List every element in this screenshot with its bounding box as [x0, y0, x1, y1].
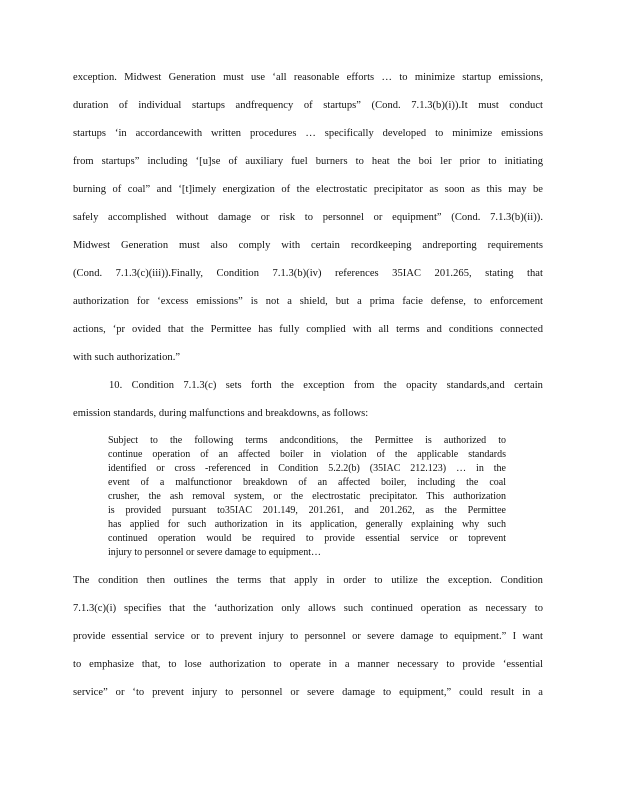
- block-quote-line: injury to personnel or severe damage to equipment…: [108, 547, 321, 558]
- paragraph-1-line: authorization for ‘excess emissions” is not a shield, but a prima facie defense, to enforcement: [73, 296, 543, 307]
- paragraph-1-line: actions, ‘pr ovided that the Permittee has fully complied with all terms and conditions connected: [73, 324, 543, 335]
- paragraph-1-line: duration of individual startups andfrequency of startups” (Cond. 7.1.3(b)(i)).It must conduct: [73, 100, 543, 111]
- paragraph-3-line: The condition then outlines the terms that apply in order to utilize the exception. Condition: [73, 575, 543, 586]
- paragraph-2-line: 10. Condition 7.1.3(c) sets forth the exception from the opacity standards,and certain: [109, 380, 543, 391]
- block-quote-line: crusher, the ash removal system, or the electrostatic precipitator. This authorization: [108, 491, 506, 502]
- paragraph-3-line: 7.1.3(c)(i) specifies that the ‘authorization only allows such continued operation as necessary to: [73, 603, 543, 614]
- paragraph-1-line: startups ‘in accordancewith written procedures … specifically developed to minimize emissions: [73, 128, 543, 139]
- paragraph-1-line: safely accomplished without damage or risk to personnel or equipment” (Cond. 7.1.3(b)(ii)).: [73, 212, 543, 223]
- paragraph-3-line: provide essential service or to prevent injury to personnel or severe damage to equipment.” I want: [73, 631, 543, 642]
- block-quote-line: continue operation of an affected boiler in violation of the applicable standards: [108, 449, 506, 460]
- paragraph-1-line: exception. Midwest Generation must use ‘all reasonable efforts … to minimize startup emissions,: [73, 72, 543, 83]
- paragraph-1-line: (Cond. 7.1.3(c)(iii)).Finally, Condition 7.1.3(b)(iv) references 35IAC 201.265, stating that: [73, 268, 543, 279]
- block-quote-line: continued operation would be required to provide essential service or toprevent: [108, 533, 506, 544]
- paragraph-1-line: burning of coal” and ‘[t]imely energization of the electrostatic precipitator as soon as this may be: [73, 184, 543, 195]
- block-quote-line: is provided pursuant to35IAC 201.149, 201.261, and 201.262, as the Permittee: [108, 505, 506, 516]
- paragraph-3-line: to emphasize that, to lose authorization to operate in a manner necessary to provide ‘essential: [73, 659, 543, 670]
- block-quote-line: has applied for such authorization in its application, generally explaining why such: [108, 519, 506, 530]
- block-quote-line: event of a malfunctionor breakdown of an affected boiler, including the coal: [108, 477, 506, 488]
- paragraph-3-line: service” or ‘to prevent injury to personnel or severe damage to equipment,” could result in a: [73, 687, 543, 698]
- paragraph-2-line: emission standards, during malfunctions and breakdowns, as follows:: [73, 408, 369, 419]
- block-quote-line: identified or cross -referenced in Condition 5.2.2(b) (35IAC 212.123) … in the: [108, 463, 506, 474]
- block-quote-line: Subject to the following terms andconditions, the Permittee is authorized to: [108, 435, 506, 446]
- paragraph-1-line: Midwest Generation must also comply with certain recordkeeping andreporting requirements: [73, 240, 543, 251]
- paragraph-1-line: from startups” including ‘[u]se of auxiliary fuel burners to heat the boi ler prior to initiating: [73, 156, 543, 167]
- paragraph-1-line: with such authorization.”: [73, 352, 181, 363]
